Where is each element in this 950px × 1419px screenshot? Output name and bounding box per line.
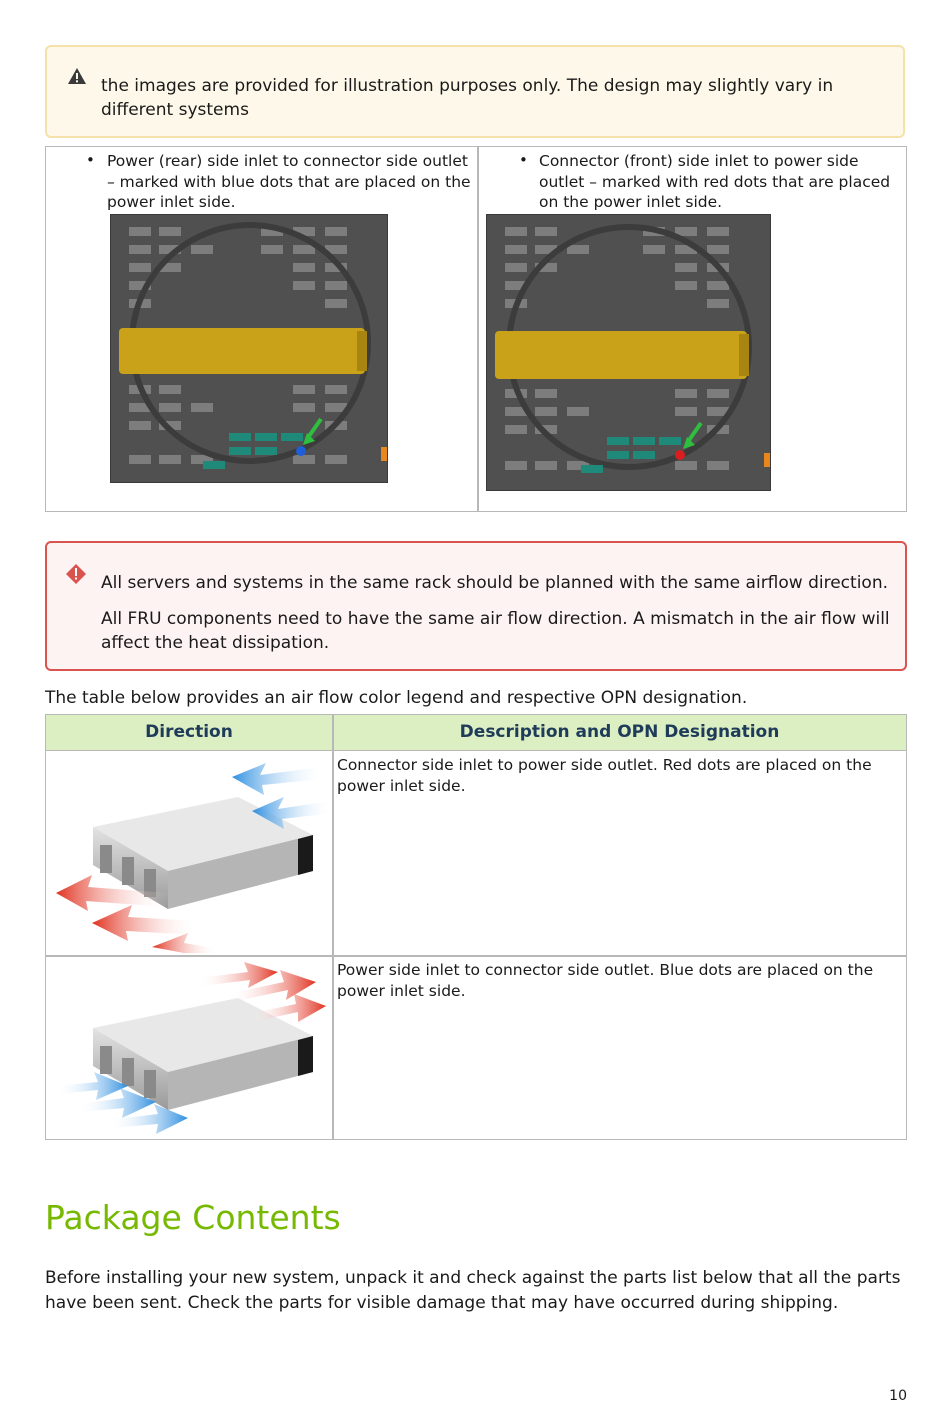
page-number: 10 [889, 1388, 907, 1404]
alert-diamond-icon [65, 563, 87, 585]
bullet-icon: • [86, 151, 95, 169]
bullet-icon: • [519, 151, 528, 169]
warning-triangle-icon [67, 67, 87, 85]
airflow-bullet-rear: Power (rear) side inlet to connector side outlet – marked with blue dots that are placed on the power inlet side. [107, 152, 471, 211]
column-header-direction: Direction [145, 722, 233, 742]
legend-intro: The table below provides an air flow color legend and respective OPN designation. [45, 688, 748, 708]
airflow-image-table [45, 146, 907, 512]
section-paragraph: Before installing your new system, unpack it and check against the parts list below that all the parts have been sent. Check the parts for visible damage that may have occurred during shipping. [45, 1268, 901, 1313]
warning-text: the images are provided for illustration purposes only. The design may slightly vary in different systems [101, 76, 834, 120]
section-title: Package Contents [45, 1198, 341, 1237]
caution-callout [45, 541, 907, 671]
warning-callout [45, 45, 905, 138]
column-divider [332, 715, 334, 1139]
airflow-connector-to-power-illustration [48, 753, 331, 953]
caution-text-1: All servers and systems in the same rack should be planned with the same airflow direction. [101, 573, 888, 593]
legend-row-1-description: Connector side inlet to power side outlet. Red dots are placed on the power inlet side. [337, 756, 872, 795]
column-header-description: Description and OPN Designation [459, 722, 780, 742]
legend-row-2-description: Power side inlet to connector side outlet. Blue dots are placed on the power inlet side. [337, 961, 874, 1000]
row-divider [46, 955, 906, 957]
caution-text-2: All FRU components need to have the same air flow direction. A mismatch in the air flow will affect the heat dissipation. [101, 609, 890, 653]
table-divider [477, 147, 479, 511]
switch-panel-image-rear [110, 214, 388, 483]
airflow-bullet-front: Connector (front) side inlet to power side outlet – marked with red dots that are placed on the power inlet side. [539, 152, 891, 211]
switch-panel-image-front [486, 214, 771, 491]
airflow-power-to-connector-illustration [48, 958, 331, 1138]
airflow-legend-table [45, 714, 907, 1140]
